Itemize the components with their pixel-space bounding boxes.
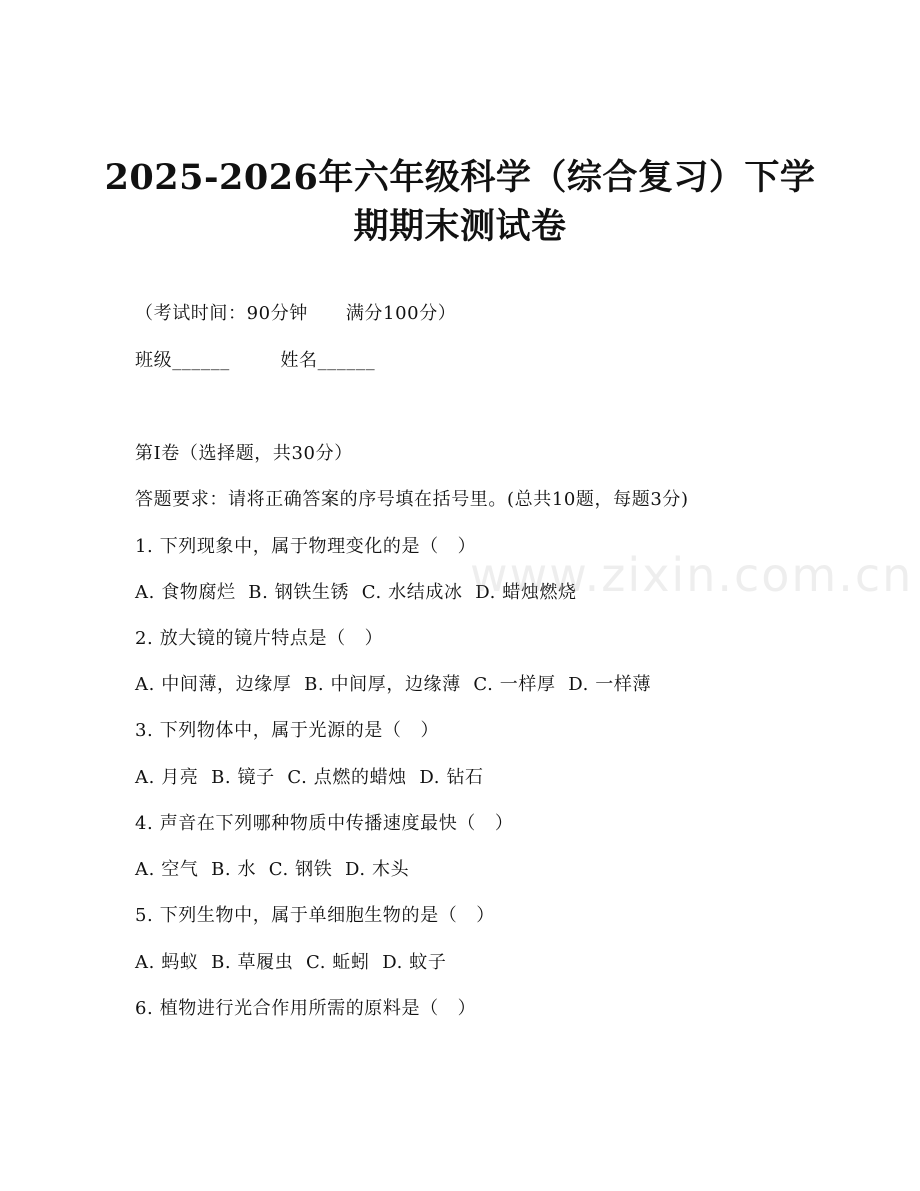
- question-3-options: A. 月亮 B. 镜子 C. 点燃的蜡烛 D. 钻石: [135, 767, 484, 788]
- question-1-stem: 1. 下列现象中，属于物理变化的是（ ）: [135, 536, 477, 557]
- question-4-stem: 4. 声音在下列哪种物质中传播速度最快（ ）: [135, 813, 514, 834]
- question-5-stem: 5. 下列生物中，属于单细胞生物的是（ ）: [135, 905, 495, 926]
- student-fields: 班级______ 姓名______: [135, 350, 376, 371]
- section-heading: 第I卷（选择题，共30分）: [135, 443, 353, 464]
- question-6-stem: 6. 植物进行光合作用所需的原料是（ ）: [135, 998, 477, 1019]
- question-4-options: A. 空气 B. 水 C. 钢铁 D. 木头: [135, 859, 410, 880]
- exam-title-line2: 期期末测试卷: [353, 206, 567, 247]
- question-5-options: A. 蚂蚁 B. 草履虫 C. 蚯蚓 D. 蚊子: [135, 952, 447, 973]
- question-2-options: A. 中间薄，边缘厚 B. 中间厚，边缘薄 C. 一样厚 D. 一样薄: [135, 674, 652, 695]
- question-1-options: A. 食物腐烂 B. 钢铁生锈 C. 水结成冰 D. 蜡烛燃烧: [135, 582, 577, 603]
- question-2-stem: 2. 放大镜的镜片特点是（ ）: [135, 628, 384, 649]
- question-3-stem: 3. 下列物体中，属于光源的是（ ）: [135, 720, 440, 741]
- exam-title-line1: 2025-2026年六年级科学（综合复习）下学: [104, 157, 816, 198]
- section-instructions: 答题要求：请将正确答案的序号填在括号里。(总共10题，每题3分): [135, 489, 689, 510]
- exam-info: （考试时间：90分钟 满分100分）: [135, 303, 457, 324]
- watermark: www.zixin.com.cn: [470, 548, 914, 602]
